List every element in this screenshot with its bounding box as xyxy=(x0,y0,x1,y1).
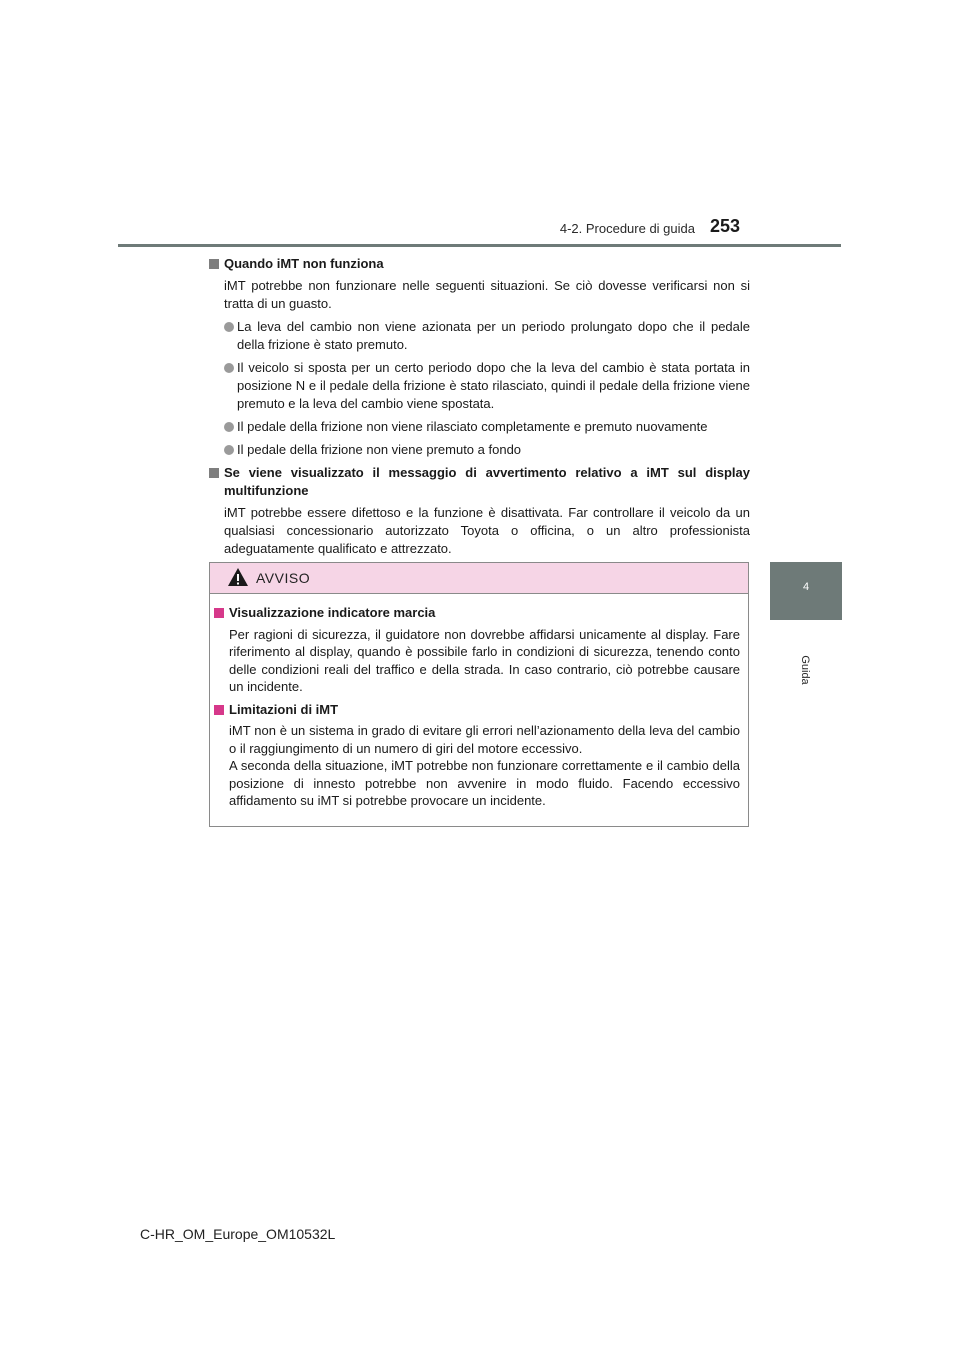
list-item xyxy=(209,359,750,413)
circle-bullet-icon xyxy=(224,363,234,373)
chapter-tab xyxy=(770,562,842,620)
warning-title: AVVISO xyxy=(256,570,311,586)
list-item-text: Il pedale della frizione non viene rilasciato completamente e premuto nuovamente xyxy=(237,419,708,434)
warning-box xyxy=(209,562,749,827)
list-item-text: La leva del cambio non viene azionata per un periodo prolungato dopo che il pedale della frizione è stato premuto. xyxy=(237,319,750,352)
page-header xyxy=(0,0,960,260)
circle-bullet-icon xyxy=(224,422,234,432)
chapter-side-label xyxy=(785,650,825,690)
paragraph: iMT potrebbe non funzionare nelle seguenti situazioni. Se ciò dovesse verificarsi non si tratta di un guasto. xyxy=(224,278,750,311)
paragraph: A seconda della situazione, iMT potrebbe non funzionare correttamente e il cambio della posizione di innesto potrebbe non avvenire in modo fluido. Facendo eccessivo affidamento su iMT si potrebbe provocare un incidente. xyxy=(229,758,740,808)
list-item xyxy=(209,318,750,354)
list-item-text: Il veicolo si sposta per un certo periodo dopo che la leva del cambio è stata portata in posizione N e il pedale della frizione è stato rilasciato, quindi il pedale della frizione viene premuto e la leva del cambio viene spostata. xyxy=(237,360,750,411)
section-heading xyxy=(209,464,750,500)
paragraph: iMT non è un sistema in grado di evitare gli errori nell’azionamento della leva del cambio o il raggiungimento di un numero di giri del motore eccessivo. xyxy=(229,723,740,756)
section-title: 4-2. Procedure di guida xyxy=(559,221,695,236)
page-number: 253 xyxy=(710,216,741,236)
heading-text: Quando iMT non funziona xyxy=(224,256,384,271)
circle-bullet-icon xyxy=(224,322,234,332)
header-divider xyxy=(118,244,841,247)
chapter-number: 4 xyxy=(802,581,810,593)
list-item xyxy=(209,418,750,436)
square-bullet-icon xyxy=(214,705,224,715)
list-item xyxy=(209,441,750,459)
warning-item-heading xyxy=(214,604,740,622)
square-bullet-icon xyxy=(209,468,219,478)
section-heading xyxy=(209,255,750,273)
chapter-label: Guida xyxy=(799,655,811,685)
heading-text: Limitazioni di iMT xyxy=(229,701,339,717)
warning-triangle-icon xyxy=(227,567,249,587)
paragraph: iMT potrebbe essere difettoso e la funzione è disattivata. Far controllare il veicolo da un qualsiasi concessionario autorizzato Toyota o officina, o un altro professionista adeguatamente qualificato e attrezzato. xyxy=(224,505,750,556)
warning-item-heading xyxy=(214,701,740,719)
heading-text: Visualizzazione indicatore marcia xyxy=(229,605,436,620)
circle-bullet-icon xyxy=(224,445,234,455)
main-content xyxy=(209,255,750,563)
square-bullet-icon xyxy=(209,259,219,269)
heading-text: Se viene visualizzato il messaggio di avvertimento relativo a iMT sul display multifunzione xyxy=(224,465,750,498)
warning-header xyxy=(210,563,748,594)
list-item-text: Il pedale della frizione non viene premuto a fondo xyxy=(237,442,522,457)
warning-body xyxy=(214,604,740,815)
square-bullet-icon xyxy=(214,608,224,618)
paragraph: Per ragioni di sicurezza, il guidatore non dovrebbe affidarsi unicamente al display. Fare riferimento al display, quando è possibile farlo in condizioni di sicurezza, tenendo conto delle condizioni reali del traffico e della strada. In caso contrario, ciò potrebbe causare un incidente. xyxy=(229,626,740,694)
footer-doc-id: C-HR_OM_Europe_OM10532L xyxy=(140,1226,336,1242)
